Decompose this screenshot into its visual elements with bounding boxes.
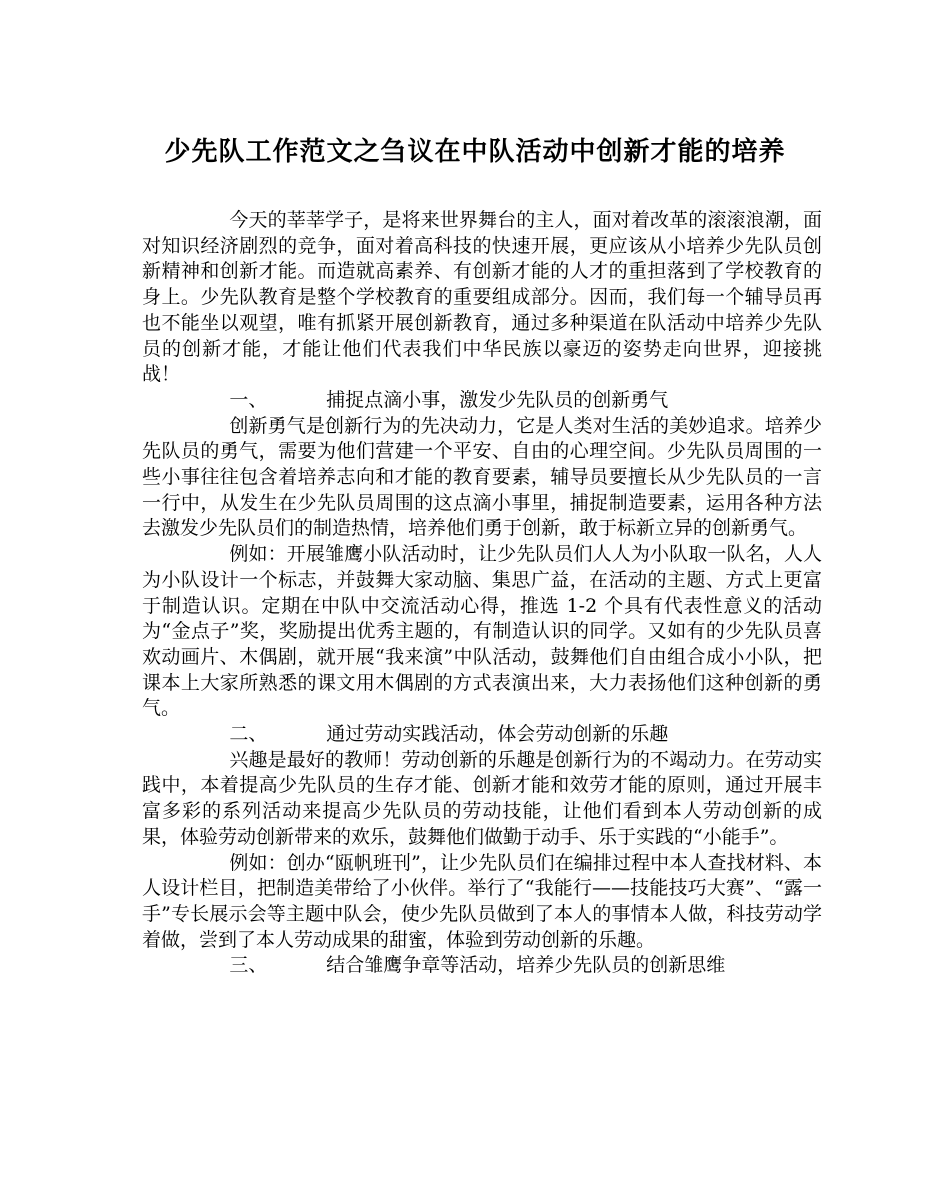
section-title: 结合雏鹰争章等活动，培养少先队员的创新思维	[326, 954, 726, 977]
section-number: 二、	[229, 723, 268, 746]
body-paragraph: 例如：创办“瓯帆班刊”，让少先队员们在编排过程中本人查找材料、本人设计栏目，把制造美带给了小伙伴。举行了“我能行——技能技巧大赛”、“露一手”专长展示会等主题中队会，使少先队员做到了本人的事情本人做，科技劳动学着做，尝到了本人劳动成果的甜蜜，体验到劳动创新的乐趣。	[142, 851, 822, 951]
section-heading	[142, 953, 822, 979]
section-number: 一、	[229, 388, 268, 411]
body-paragraph: 兴趣是最好的教师！劳动创新的乐趣是创新行为的不竭动力。在劳动实践中，本着提高少先队员的生存才能、创新才能和效劳才能的原则，通过开展丰富多彩的系列活动来提高少先队员的劳动技能，让他们看到本人劳动创新的成果，体验劳动创新带来的欢乐，鼓舞他们做勤于动手、乐于实践的“小能手”。	[142, 748, 822, 848]
body-paragraph: 创新勇气是创新行为的先决动力，它是人类对生活的美妙追求。培养少先队员的勇气，需要为他们营建一个平安、自由的心理空间。少先队员周围的一些小事往往包含着培养志向和才能的教育要素，辅导员要擅长从少先队员的一言一行中，从发生在少先队员周围的这点滴小事里，捕捉制造要素，运用各种方法去激发少先队员们的制造热情，培养他们勇于创新，敢于标新立异的创新勇气。	[142, 414, 822, 540]
section-number: 三、	[229, 954, 268, 977]
section-title: 捕捉点滴小事，激发少先队员的创新勇气	[326, 388, 669, 411]
section-3	[142, 953, 822, 979]
body-paragraph: 例如：开展雏鹰小队活动时，让少先队员们人人为小队取一队名，人人为小队设计一个标志，并鼓舞大家动脑、集思广益，在活动的主题、方式上更富于制造认识。定期在中队中交流活动心得，推选 1-2 个具有代表性意义的活动为“金点子”奖，奖励提出优秀主题的，有制造认识的同学。又如有的少先队员喜欢动画片、木偶剧，就开展“我来演”中队活动，鼓舞他们自由组合成小小队，把课本上大家所熟悉的课文用木偶剧的方式表演出来，大力表扬他们这种创新的勇气。	[142, 543, 822, 720]
section-1	[142, 388, 822, 722]
document-title: 少先队工作范文之刍议在中队活动中创新才能的培养	[164, 137, 786, 167]
section-2	[142, 722, 822, 953]
document-body	[142, 208, 822, 979]
section-heading	[142, 388, 822, 414]
intro-paragraph: 今天的莘莘学子，是将来世界舞台的主人，面对着改革的滚滚浪潮，面对知识经济剧烈的竞争，面对着高科技的快速开展，更应该从小培养少先队员创新精神和创新才能。而造就高素养、有创新才能的人才的重担落到了学校教育的身上。少先队教育是整个学校教育的重要组成部分。因而，我们每一个辅导员再也不能坐以观望，唯有抓紧开展创新教育，通过多种渠道在队活动中培养少先队员的创新才能，才能让他们代表我们中华民族以豪迈的姿势走向世界，迎接挑战！	[142, 209, 822, 386]
section-heading	[142, 722, 822, 748]
section-title: 通过劳动实践活动，体会劳动创新的乐趣	[326, 723, 669, 746]
